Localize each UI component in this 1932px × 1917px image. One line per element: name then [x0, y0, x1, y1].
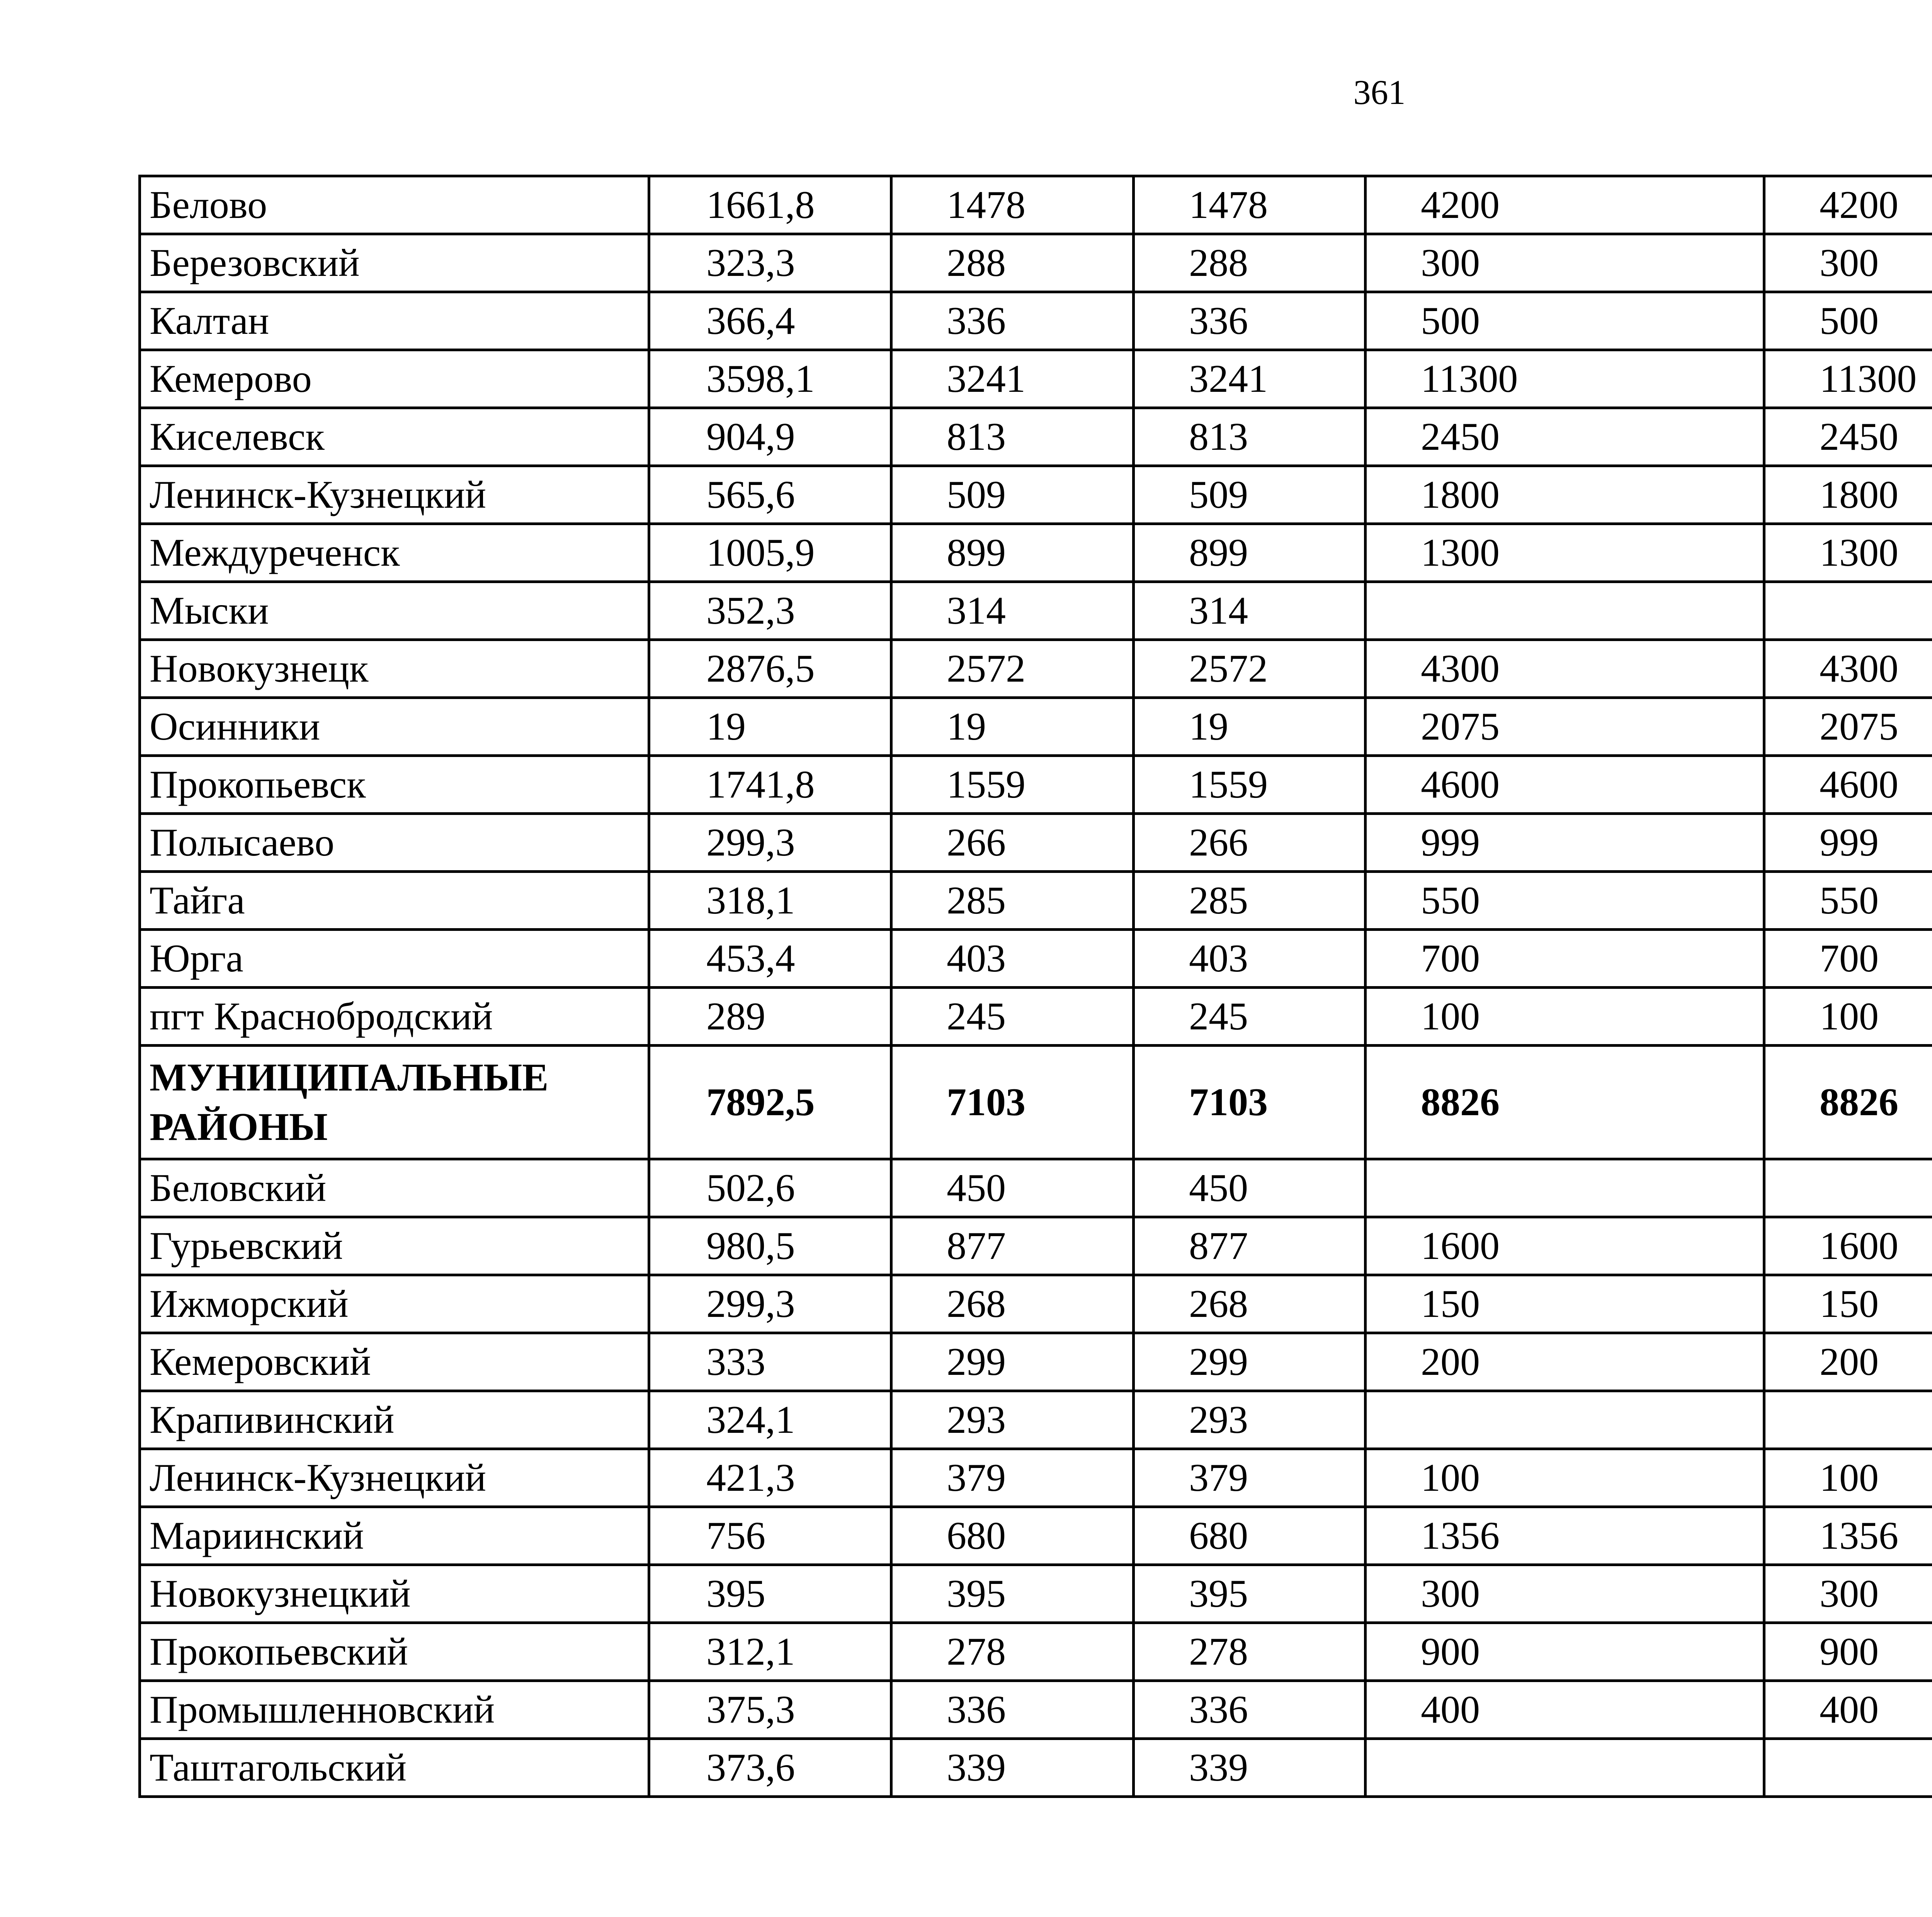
value-cell-v5 — [1764, 1739, 1932, 1797]
value-cell-v3: 813 — [1134, 408, 1366, 466]
value-cell-v1: 502,6 — [649, 1159, 891, 1217]
value-cell-v1: 756 — [649, 1507, 891, 1565]
value-cell-v3: 509 — [1134, 466, 1366, 524]
value-cell-v1: 1005,9 — [649, 524, 891, 582]
table-row — [140, 234, 1932, 292]
value-cell-v2: 266 — [891, 814, 1134, 872]
table-row — [140, 1507, 1932, 1565]
value-cell-v3: 285 — [1134, 872, 1366, 930]
value-cell-v4: 2075 — [1366, 698, 1764, 756]
row-name-cell: Гурьевский — [140, 1217, 649, 1275]
value-cell-v4: 100 — [1366, 1449, 1764, 1507]
value-cell-v3: 19 — [1134, 698, 1366, 756]
value-cell-v3: 7103 — [1134, 1046, 1366, 1159]
table-row — [140, 176, 1932, 234]
value-cell-v5: 2450 — [1764, 408, 1932, 466]
row-name-cell: Полысаево — [140, 814, 649, 872]
value-cell-v3: 2572 — [1134, 640, 1366, 698]
value-cell-v5: 4300 — [1764, 640, 1932, 698]
value-cell-v3: 1559 — [1134, 756, 1366, 814]
value-cell-v3: 379 — [1134, 1449, 1366, 1507]
value-cell-v2: 450 — [891, 1159, 1134, 1217]
value-cell-v3: 299 — [1134, 1333, 1366, 1391]
table-row-total — [140, 1046, 1932, 1159]
value-cell-v3: 395 — [1134, 1565, 1366, 1623]
value-cell-v3: 1478 — [1134, 176, 1366, 234]
value-cell-v5: 100 — [1764, 988, 1932, 1046]
value-cell-v4: 500 — [1366, 292, 1764, 350]
value-cell-v4: 11300 — [1366, 350, 1764, 408]
value-cell-v5: 1600 — [1764, 1217, 1932, 1275]
table-row — [140, 1565, 1932, 1623]
value-cell-v2: 1559 — [891, 756, 1134, 814]
value-cell-v5: 300 — [1764, 1565, 1932, 1623]
value-cell-v5: 999 — [1764, 814, 1932, 872]
table-row — [140, 292, 1932, 350]
value-cell-v1: 565,6 — [649, 466, 891, 524]
value-cell-v2: 7103 — [891, 1046, 1134, 1159]
row-name-cell: Таштагольский — [140, 1739, 649, 1797]
value-cell-v1: 352,3 — [649, 582, 891, 640]
value-cell-v1: 980,5 — [649, 1217, 891, 1275]
row-name-cell: Промышленновский — [140, 1681, 649, 1739]
table-row — [140, 930, 1932, 988]
table-row — [140, 1275, 1932, 1333]
value-cell-v4: 300 — [1366, 234, 1764, 292]
value-cell-v4: 4200 — [1366, 176, 1764, 234]
value-cell-v2: 299 — [891, 1333, 1134, 1391]
row-name-cell: Мыски — [140, 582, 649, 640]
value-cell-v2: 899 — [891, 524, 1134, 582]
row-name-cell: Тайга — [140, 872, 649, 930]
value-cell-v2: 336 — [891, 1681, 1134, 1739]
value-cell-v3: 268 — [1134, 1275, 1366, 1333]
value-cell-v2: 288 — [891, 234, 1134, 292]
value-cell-v3: 266 — [1134, 814, 1366, 872]
value-cell-v3: 450 — [1134, 1159, 1366, 1217]
table-row — [140, 524, 1932, 582]
value-cell-v3: 680 — [1134, 1507, 1366, 1565]
table-row — [140, 1391, 1932, 1449]
row-name-cell: Мариинский — [140, 1507, 649, 1565]
value-cell-v5: 300 — [1764, 234, 1932, 292]
row-name-cell: Новокузнецкий — [140, 1565, 649, 1623]
value-cell-v4 — [1366, 582, 1764, 640]
value-cell-v3: 245 — [1134, 988, 1366, 1046]
value-cell-v4: 400 — [1366, 1681, 1764, 1739]
table-row — [140, 1623, 1932, 1681]
value-cell-v1: 395 — [649, 1565, 891, 1623]
value-cell-v1: 323,3 — [649, 234, 891, 292]
value-cell-v4: 1800 — [1366, 466, 1764, 524]
value-cell-v3: 314 — [1134, 582, 1366, 640]
row-name-cell: Беловский — [140, 1159, 649, 1217]
value-cell-v1: 375,3 — [649, 1681, 891, 1739]
row-name-cell: Калтан — [140, 292, 649, 350]
row-name-cell: Ижморский — [140, 1275, 649, 1333]
value-cell-v3: 278 — [1134, 1623, 1366, 1681]
table-row — [140, 698, 1932, 756]
table-row — [140, 814, 1932, 872]
table-row — [140, 466, 1932, 524]
value-cell-v1: 3598,1 — [649, 350, 891, 408]
value-cell-v4: 2450 — [1366, 408, 1764, 466]
value-cell-v2: 285 — [891, 872, 1134, 930]
value-cell-v2: 509 — [891, 466, 1134, 524]
value-cell-v4: 1600 — [1366, 1217, 1764, 1275]
value-cell-v5: 700 — [1764, 930, 1932, 988]
row-name-cell: МУНИЦИПАЛЬНЫЕ РАЙОНЫ — [140, 1046, 649, 1159]
value-cell-v4: 1356 — [1366, 1507, 1764, 1565]
table-row — [140, 582, 1932, 640]
value-cell-v2: 268 — [891, 1275, 1134, 1333]
value-cell-v5: 4600 — [1764, 756, 1932, 814]
value-cell-v5 — [1764, 582, 1932, 640]
value-cell-v3: 877 — [1134, 1217, 1366, 1275]
value-cell-v1: 453,4 — [649, 930, 891, 988]
value-cell-v1: 2876,5 — [649, 640, 891, 698]
value-cell-v4: 150 — [1366, 1275, 1764, 1333]
value-cell-v1: 904,9 — [649, 408, 891, 466]
value-cell-v2: 379 — [891, 1449, 1134, 1507]
row-name-cell: Прокопьевский — [140, 1623, 649, 1681]
value-cell-v3: 403 — [1134, 930, 1366, 988]
value-cell-v1: 289 — [649, 988, 891, 1046]
value-cell-v5 — [1764, 1159, 1932, 1217]
value-cell-v4: 999 — [1366, 814, 1764, 872]
value-cell-v2: 336 — [891, 292, 1134, 350]
row-name-cell: Березовский — [140, 234, 649, 292]
data-table — [138, 175, 1932, 1798]
value-cell-v2: 813 — [891, 408, 1134, 466]
value-cell-v4: 700 — [1366, 930, 1764, 988]
value-cell-v5: 2075 — [1764, 698, 1932, 756]
row-name-cell: Кемерово — [140, 350, 649, 408]
value-cell-v3: 288 — [1134, 234, 1366, 292]
value-cell-v1: 373,6 — [649, 1739, 891, 1797]
table-row — [140, 1159, 1932, 1217]
row-name-cell: Киселевск — [140, 408, 649, 466]
table-row — [140, 872, 1932, 930]
value-cell-v5: 8826 — [1764, 1046, 1932, 1159]
row-name-cell: Ленинск-Кузнецкий — [140, 466, 649, 524]
table-body — [140, 176, 1932, 1797]
value-cell-v2: 395 — [891, 1565, 1134, 1623]
row-name-cell: Ленинск-Кузнецкий — [140, 1449, 649, 1507]
table-row — [140, 1681, 1932, 1739]
row-name-cell: Белово — [140, 176, 649, 234]
table-row — [140, 640, 1932, 698]
row-name-cell: Кемеровский — [140, 1333, 649, 1391]
value-cell-v1: 299,3 — [649, 814, 891, 872]
value-cell-v4: 4300 — [1366, 640, 1764, 698]
value-cell-v2: 314 — [891, 582, 1134, 640]
value-cell-v4: 8826 — [1366, 1046, 1764, 1159]
value-cell-v2: 339 — [891, 1739, 1134, 1797]
value-cell-v4: 200 — [1366, 1333, 1764, 1391]
value-cell-v3: 293 — [1134, 1391, 1366, 1449]
value-cell-v3: 336 — [1134, 292, 1366, 350]
value-cell-v5: 11300 — [1764, 350, 1932, 408]
value-cell-v5: 150 — [1764, 1275, 1932, 1333]
value-cell-v3: 3241 — [1134, 350, 1366, 408]
value-cell-v1: 333 — [649, 1333, 891, 1391]
page-number: 361 — [1353, 73, 1406, 112]
value-cell-v1: 7892,5 — [649, 1046, 891, 1159]
value-cell-v1: 421,3 — [649, 1449, 891, 1507]
table-row — [140, 408, 1932, 466]
value-cell-v2: 19 — [891, 698, 1134, 756]
table-row — [140, 1217, 1932, 1275]
row-name-cell: пгт Краснобродский — [140, 988, 649, 1046]
value-cell-v5: 1300 — [1764, 524, 1932, 582]
value-cell-v2: 877 — [891, 1217, 1134, 1275]
value-cell-v5: 500 — [1764, 292, 1932, 350]
value-cell-v5: 4200 — [1764, 176, 1932, 234]
value-cell-v2: 245 — [891, 988, 1134, 1046]
value-cell-v4: 4600 — [1366, 756, 1764, 814]
value-cell-v4 — [1366, 1739, 1764, 1797]
value-cell-v1: 1741,8 — [649, 756, 891, 814]
value-cell-v2: 2572 — [891, 640, 1134, 698]
value-cell-v1: 1661,8 — [649, 176, 891, 234]
row-name-cell: Новокузнецк — [140, 640, 649, 698]
value-cell-v5 — [1764, 1391, 1932, 1449]
value-cell-v3: 336 — [1134, 1681, 1366, 1739]
value-cell-v5: 900 — [1764, 1623, 1932, 1681]
value-cell-v2: 3241 — [891, 350, 1134, 408]
value-cell-v4: 900 — [1366, 1623, 1764, 1681]
table-row — [140, 988, 1932, 1046]
value-cell-v5: 1356 — [1764, 1507, 1932, 1565]
value-cell-v4: 100 — [1366, 988, 1764, 1046]
value-cell-v2: 278 — [891, 1623, 1134, 1681]
value-cell-v4: 1300 — [1366, 524, 1764, 582]
value-cell-v4: 300 — [1366, 1565, 1764, 1623]
row-name-cell: Междуреченск — [140, 524, 649, 582]
row-name-cell: Прокопьевск — [140, 756, 649, 814]
value-cell-v5: 400 — [1764, 1681, 1932, 1739]
value-cell-v1: 299,3 — [649, 1275, 891, 1333]
value-cell-v1: 366,4 — [649, 292, 891, 350]
value-cell-v4: 550 — [1366, 872, 1764, 930]
value-cell-v4 — [1366, 1391, 1764, 1449]
value-cell-v5: 550 — [1764, 872, 1932, 930]
value-cell-v2: 1478 — [891, 176, 1134, 234]
value-cell-v1: 318,1 — [649, 872, 891, 930]
value-cell-v1: 19 — [649, 698, 891, 756]
row-name-cell: Осинники — [140, 698, 649, 756]
value-cell-v1: 312,1 — [649, 1623, 891, 1681]
value-cell-v2: 403 — [891, 930, 1134, 988]
table-row — [140, 1333, 1932, 1391]
value-cell-v2: 680 — [891, 1507, 1134, 1565]
value-cell-v5: 100 — [1764, 1449, 1932, 1507]
value-cell-v2: 293 — [891, 1391, 1134, 1449]
row-name-cell: Юрга — [140, 930, 649, 988]
value-cell-v3: 899 — [1134, 524, 1366, 582]
value-cell-v5: 1800 — [1764, 466, 1932, 524]
table-row — [140, 1449, 1932, 1507]
value-cell-v4 — [1366, 1159, 1764, 1217]
table-row — [140, 1739, 1932, 1797]
table-row — [140, 756, 1932, 814]
value-cell-v1: 324,1 — [649, 1391, 891, 1449]
value-cell-v5: 200 — [1764, 1333, 1932, 1391]
value-cell-v3: 339 — [1134, 1739, 1366, 1797]
table-row — [140, 350, 1932, 408]
row-name-cell: Крапивинский — [140, 1391, 649, 1449]
